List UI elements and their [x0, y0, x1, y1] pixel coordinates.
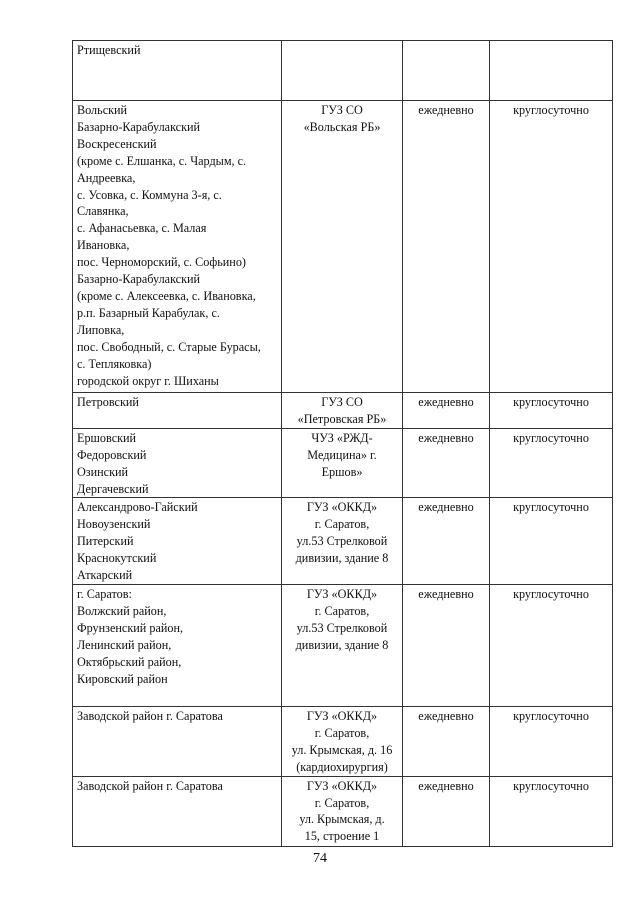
table-row: [73, 41, 613, 101]
institution-line: ул.53 Стрелковой: [296, 534, 388, 549]
district-line: с. Тепляковка): [77, 356, 152, 371]
days-cell: ежедневно: [403, 428, 490, 498]
district-line: Воскресенский: [77, 136, 157, 151]
district-line: р.п. Базарный Карабулак, с.: [77, 305, 220, 320]
district-line: Новоузенский: [77, 517, 151, 532]
district-line: городской округ г. Шиханы: [77, 373, 219, 388]
table-row: [73, 706, 613, 776]
routing-table-body: [73, 41, 613, 847]
days-cell: ежедневно: [403, 584, 490, 706]
institution-line: ГУЗ «ОККД»: [306, 500, 378, 515]
district-line: Липовка,: [77, 322, 125, 337]
institution-cell: [282, 428, 403, 498]
hours-cell: круглосуточно: [490, 101, 613, 393]
institution-cell: [282, 776, 403, 846]
institution-line: дивизии, здание 8: [295, 637, 389, 652]
district-line: Ленинский район,: [77, 637, 172, 652]
institution-line: ГУЗ СО: [321, 395, 363, 409]
routing-table: [72, 40, 613, 847]
institution-line: г. Саратов,: [314, 795, 370, 810]
hours-cell: круглосуточно: [490, 428, 613, 498]
district-cell: [73, 584, 282, 706]
district-line: пос. Свободный, с. Старые Бурасы,: [77, 339, 261, 354]
institution-line: г. Саратов,: [314, 725, 370, 740]
days-cell: ежедневно: [403, 101, 490, 393]
hours-cell: круглосуточно: [490, 393, 613, 429]
district-line: Базарно-Карабулакский: [77, 272, 201, 287]
institution-line: ГУЗ СО: [321, 103, 363, 117]
institution-line: г. Саратов,: [314, 603, 370, 618]
district-line: пос. Черноморский, с. Софьино): [77, 255, 246, 270]
district-line: с. Афанасьевка, с. Малая: [77, 221, 207, 236]
district-line: Дергачевский: [77, 481, 149, 496]
institution-line: Ершов»: [321, 464, 363, 479]
institution-line: 15, строение 1: [304, 829, 380, 844]
district-line: г. Саратов:: [77, 586, 132, 601]
institution-cell: [282, 41, 403, 101]
district-line: Ртищевский: [77, 43, 141, 57]
institution-cell: [282, 498, 403, 585]
table-row: [73, 393, 613, 429]
district-line: Ивановка,: [77, 238, 130, 253]
district-line: Вольский: [77, 103, 128, 117]
institution-line: ГУЗ «ОККД»: [306, 586, 378, 601]
district-line: Краснокутский: [77, 551, 157, 566]
institution-line: ЧУЗ «РЖД-: [311, 430, 373, 445]
institution-line: ГУЗ «ОККД»: [306, 708, 378, 723]
institution-line: ул. Крымская, д.: [299, 812, 385, 827]
district-line: Федоровский: [77, 447, 147, 462]
page-number: 74: [313, 851, 327, 866]
hours-cell: круглосуточно: [490, 776, 613, 846]
district-line: Ершовский: [77, 430, 137, 445]
hours-cell: круглосуточно: [490, 498, 613, 585]
district-cell: [73, 428, 282, 498]
institution-line: г. Саратов,: [314, 517, 370, 532]
district-line: с. Усовка, с. Коммуна 3-я, с.: [77, 187, 222, 202]
institution-line: «Вольская РБ»: [303, 119, 381, 134]
days-cell: ежедневно: [403, 498, 490, 585]
district-line: Аткарский: [77, 568, 133, 583]
institution-cell: [282, 706, 403, 776]
district-cell: [73, 706, 282, 776]
district-cell: [73, 776, 282, 846]
institution-line: ул.53 Стрелковой: [296, 620, 388, 635]
table-row: [73, 498, 613, 585]
table-row: [73, 101, 613, 393]
district-line: (кроме с. Елшанка, с. Чардым, с.: [77, 153, 247, 168]
hours-cell: круглосуточно: [490, 706, 613, 776]
institution-line: ГУЗ «ОККД»: [306, 778, 378, 793]
district-line: Заводской район г. Саратова: [77, 708, 223, 723]
institution-cell: [282, 584, 403, 706]
district-line: Кировский район: [77, 671, 168, 686]
district-line: Александрово-Гайский: [77, 500, 198, 515]
days-cell: ежедневно: [403, 776, 490, 846]
district-line: Питерский: [77, 534, 134, 549]
district-line: (кроме с. Алексеевка, с. Ивановка,: [77, 288, 256, 303]
district-line: Озинский: [77, 464, 129, 479]
district-line: Базарно-Карабулакский: [77, 119, 201, 134]
institution-line: «Петровская РБ»: [297, 411, 387, 426]
institution-cell: [282, 101, 403, 393]
table-row: [73, 584, 613, 706]
hours-cell: [490, 41, 613, 101]
institution-line: Медицина» г.: [307, 447, 377, 462]
days-cell: ежедневно: [403, 706, 490, 776]
table-row: [73, 776, 613, 846]
district-cell: [73, 498, 282, 585]
hours-cell: круглосуточно: [490, 584, 613, 706]
days-cell: ежедневно: [403, 393, 490, 429]
district-line: Октябрьский район,: [77, 654, 182, 669]
institution-line: (кардиохирургия): [296, 759, 388, 774]
table-row: [73, 428, 613, 498]
days-cell: [403, 41, 490, 101]
district-line: Волжский район,: [77, 603, 167, 618]
district-cell: [73, 393, 282, 429]
district-cell: [73, 41, 282, 101]
institution-cell: [282, 393, 403, 429]
district-line: Фрунзенский район,: [77, 620, 184, 635]
district-line: Петровский: [77, 395, 139, 409]
district-line: Заводской район г. Саратова: [77, 778, 223, 793]
district-line: Славянка,: [77, 204, 129, 219]
institution-line: ул. Крымская, д. 16: [291, 742, 393, 757]
district-line: Андреевка,: [77, 170, 136, 185]
institution-line: дивизии, здание 8: [295, 551, 389, 566]
district-cell: [73, 101, 282, 393]
